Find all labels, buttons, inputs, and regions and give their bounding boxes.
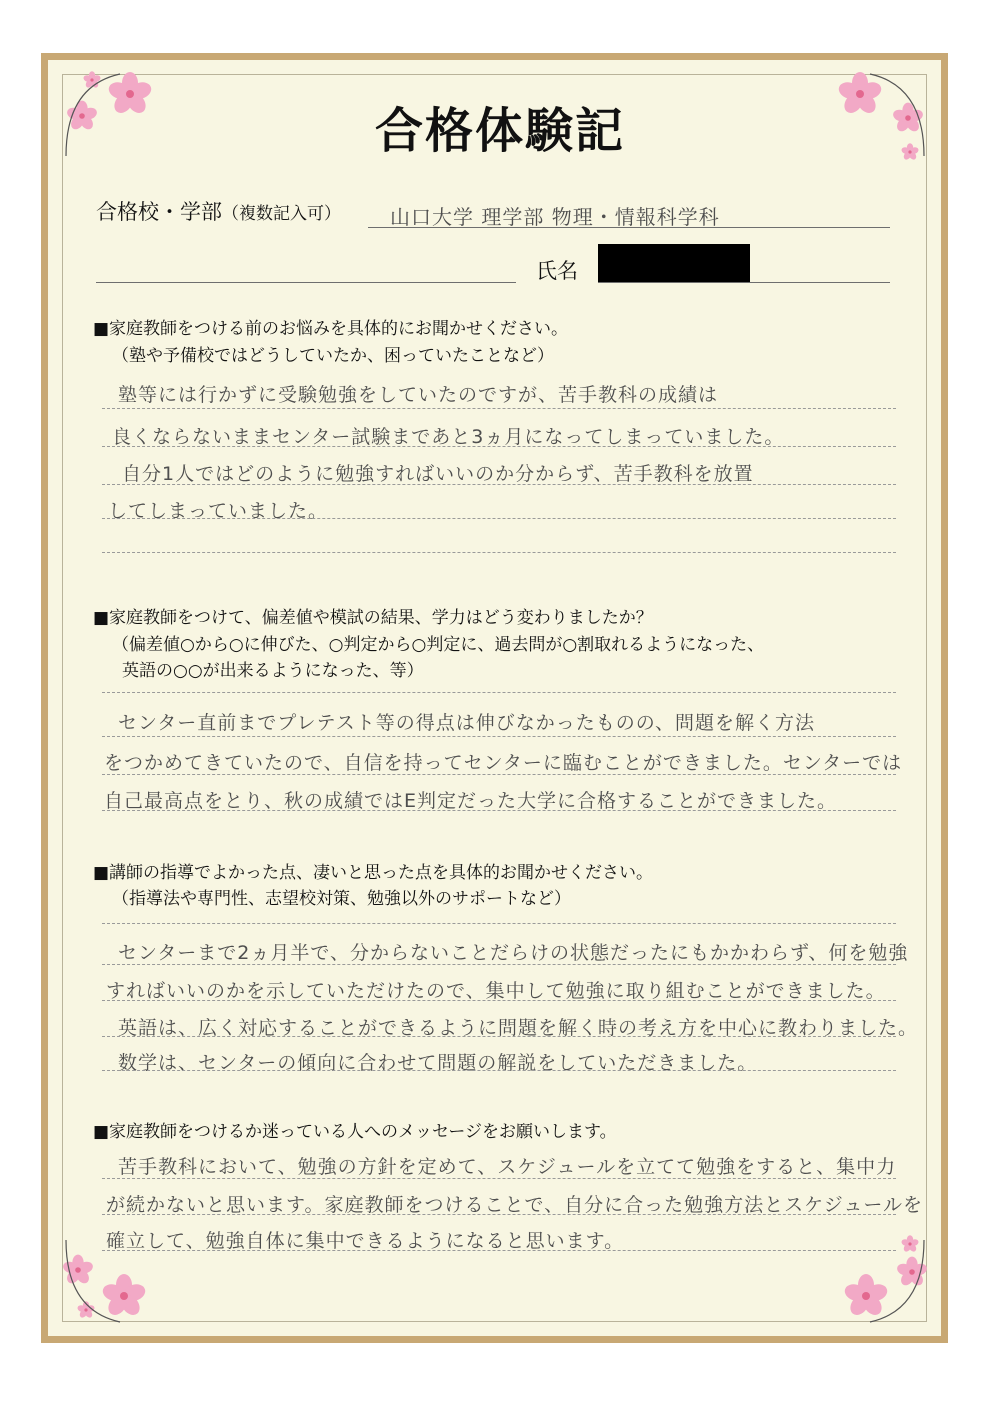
q1-answer-line-4: してしまっていました。 [108,500,329,522]
school-label [96,196,341,226]
q2-rule-2 [102,736,896,737]
paper [48,60,941,1336]
q2-sub-2: 英語の○○が出来るようになった、等） [122,661,424,681]
q2-answer-line-2: をつかめてきていたので、自信を持ってセンターに臨むことができました。センターでは [104,752,903,774]
q3-answer-line-4: 数学は、センターの傾向に合わせて問題の解説をしていただきました。 [118,1052,758,1074]
q1-rule-3 [102,484,896,485]
q2-answer-line-1: センター直前までプレテスト等の得点は伸びなかったものの、問題を解く方法 [118,712,815,734]
q3-rule-4 [102,1036,896,1037]
q1-answer-line-1: 塾等には行かずに受験勉強をしていたのですが、苦手教科の成績は [118,384,719,406]
q1-answer-line-2: 良くならないままセンター試験まであと3ヵ月になってしまっていました。 [112,426,785,448]
name-underline [598,282,890,283]
q2-answer-line-3: 自己最高点をとり、秋の成績ではE判定だった大学に合格することができました。 [104,790,838,812]
q3-rule-5 [102,1070,896,1071]
q2-rule-4 [102,810,896,811]
q1-rule-1 [102,408,896,409]
name-label: 氏名 [536,259,578,283]
flower-ornament-bottom-right [830,1230,930,1330]
q4-rule-1 [102,1178,896,1179]
q3-rule-1 [102,923,896,924]
q2-heading: ■家庭教師をつけて、偏差値や模試の結果、学力はどう変わりましたか？ [93,608,653,628]
q3-heading: ■講師の指導でよかった点、凄いと思った点を具体的お聞かせください。 [93,863,654,883]
page-title: 合格体験記 [374,103,625,159]
school-note: （複数記入可） [222,204,341,224]
q4-rule-2 [102,1214,896,1215]
q1-heading: ■家庭教師をつける前のお悩みを具体的にお聞かせください。 [93,319,569,339]
q1-rule-4 [102,518,896,519]
q4-heading: ■家庭教師をつけるか迷っている人へのメッセージをお願いします。 [93,1122,617,1142]
q3-answer-line-2: すればいいのかを示していただけたので、集中して勉強に取り組むことができました。 [106,980,886,1002]
q3-answer-line-3: 英語は、広く対応することができるように問題を解く時の考え方を中心に教わりました。 [118,1017,919,1039]
q1-rule-2 [102,446,896,447]
q4-rule-3 [102,1250,896,1251]
q1-sub: （塾や予備校ではどうしていたか、困っていたことなど） [112,346,554,366]
q4-answer-line-2: が続かないと思います。家庭教師をつけることで、自分に合った勉強方法とスケジュールを [106,1194,923,1216]
q3-sub: （指導法や専門性、志望校対策、勉強以外のサポートなど） [112,889,571,909]
q1-rule-5 [102,552,896,553]
q3-rule-2 [102,964,896,965]
extra-underline [96,282,516,283]
q2-sub-1: （偏差値○から○に伸びた、○判定から○判定に、過去問が○割取れるようになった、 [112,635,765,655]
school-value: 山口大学 理学部 物理・情報科学科 [390,205,720,229]
school-label-text: 合格校・学部 [96,200,222,224]
q2-rule-1 [102,692,896,693]
q3-rule-3 [102,1000,896,1001]
q3-answer-line-1: センターまで2ヵ月半で、分からないことだらけの状態だったにもかかわらず、何を勉強 [118,942,909,964]
q4-answer-line-1: 苦手教科において、勉強の方針を定めて、スケジュールを立てて勉強をすると、集中力 [118,1156,897,1178]
q2-rule-3 [102,774,896,775]
name-redaction [598,244,750,282]
q1-answer-line-3: 自分1人ではどのように勉強すればいいのか分からず、苦手教科を放置 [122,463,754,485]
q4-answer-line-3: 確立して、勉強自体に集中できるようになると思います。 [106,1230,625,1252]
school-underline [368,227,890,228]
